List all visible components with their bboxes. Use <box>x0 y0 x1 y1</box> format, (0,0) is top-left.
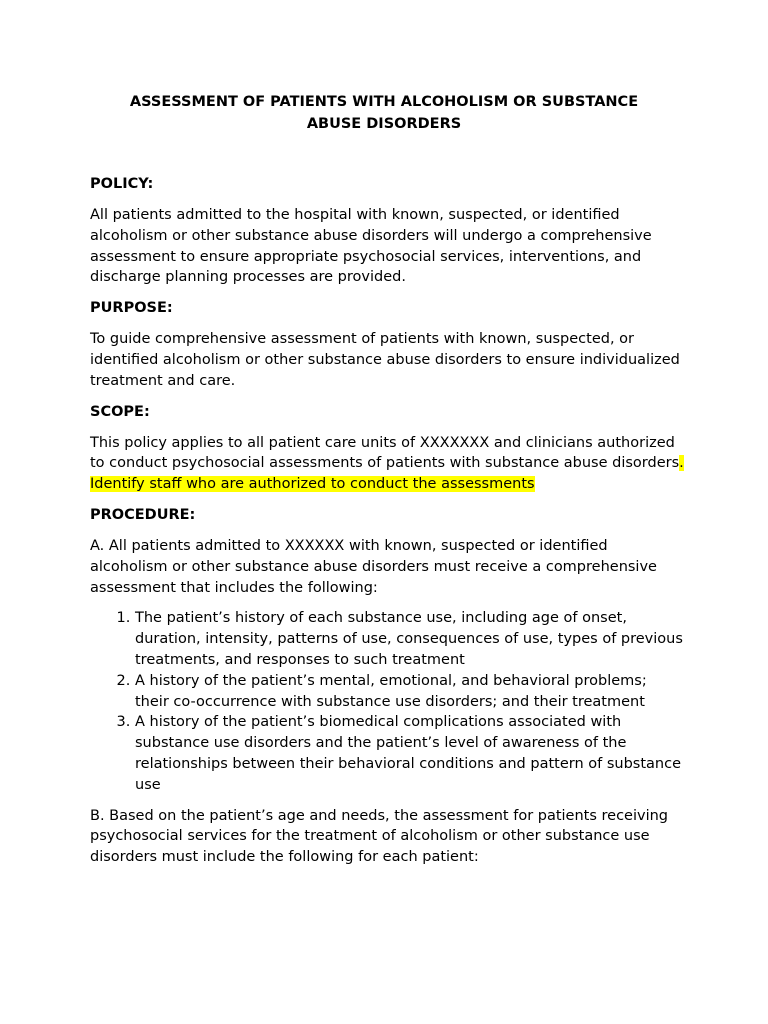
document-body <box>90 174 684 878</box>
assessment-items-list <box>90 608 684 795</box>
list-item: 2. A history of the patient’s mental, emotional, and behavioral problems; their co-occurrence with substance use disorders; and their treatment <box>135 671 684 713</box>
procedure-section-a: A. All patients admitted to XXXXXX with known, suspected or identified alcoholism or other substance abuse disorders must receive a comprehensive assessment that includes the following: <box>90 537 657 596</box>
scope-paragraph <box>90 433 684 495</box>
document-title-line-1: ASSESSMENT OF PATIENTS WITH ALCOHOLISM OR SUBSTANCE <box>129 94 639 110</box>
list-item: 3. A history of the patient’s biomedical complications associated with substance use disorders and the patient’s level of awareness of the relationships between their behavioral conditions and pattern of substance use <box>135 712 684 795</box>
policy-heading: POLICY: <box>90 176 154 192</box>
purpose-text: To guide comprehensive assessment of patients with known, suspected, or identified alcoholism or other substance abuse disorders to ensure individualized treatment and care. <box>90 331 680 389</box>
document-title <box>90 91 678 135</box>
procedure-heading: PROCEDURE: <box>90 506 196 523</box>
scope-heading: SCOPE: <box>90 403 150 420</box>
list-item: 1. The patient’s history of each substance use, including age of onset, duration, intensity, patterns of use, consequences of use, types of previous treatments, and responses to such treatment <box>135 608 684 670</box>
policy-text: All patients admitted to the hospital with known, suspected, or identified alcoholism or other substance abuse disorders will undergo a comprehensive assessment to ensure appropriate psychosocial services, interventions, and discharge planning processes are provided. <box>90 207 652 286</box>
purpose-heading: PURPOSE: <box>90 300 173 317</box>
scope-text: This policy applies to all patient care units of XXXXXXX and clinicians authorized to conduct psychosocial assessments of patients with substance abuse disorders <box>90 434 680 472</box>
document-title-line-2: ABUSE DISORDERS <box>306 116 462 132</box>
procedure-section-b: B. Based on the patient’s age and needs, the assessment for patients receiving psychosocial services for the treatment of alcoholism or other substance use disorders must include the following for each patient: <box>90 807 669 866</box>
scope-highlighted-note: . Identify staff who are authorized to conduct the assessments <box>90 455 684 493</box>
